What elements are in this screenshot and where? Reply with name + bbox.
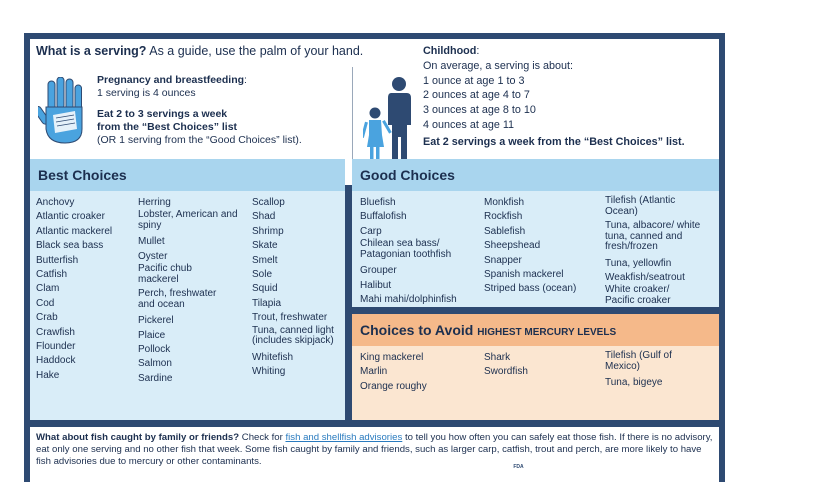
- list-item: Snapper: [484, 254, 522, 266]
- list-item: King mackerel: [360, 352, 424, 363]
- list-item: Tuna, albacore/ white tuna, canned and fresh/frozen: [605, 220, 701, 252]
- list-item: Chilean sea bass/ Patagonian toothfish: [360, 238, 452, 260]
- list-item: Rockfish: [484, 211, 523, 223]
- best-col-2: [138, 196, 243, 386]
- list-item: Sole: [252, 269, 273, 281]
- childhood-age-1: 1 ounce at age 1 to 3: [423, 74, 525, 87]
- list-item: Squid: [252, 283, 278, 295]
- list-item: Scallop: [252, 197, 285, 208]
- list-item: Herring: [138, 197, 171, 208]
- good-col-1: [360, 196, 482, 307]
- good-col-2: [484, 196, 576, 297]
- list-item: Crawfish: [36, 326, 75, 338]
- serving-question: [36, 44, 363, 58]
- fda-label-2: ADMINISTRATION: [527, 467, 570, 473]
- list-item: Swordfish: [484, 366, 528, 378]
- list-item: Tuna, bigeye: [605, 377, 663, 388]
- list-item: Haddock: [36, 355, 76, 367]
- epa-label: [637, 460, 687, 475]
- serving-question-rest: As a guide, use the palm of your hand.: [146, 44, 364, 58]
- list-item: Sardine: [138, 372, 173, 384]
- list-item: Pickerel: [138, 315, 174, 327]
- list-item: Shark: [484, 352, 511, 363]
- best-col-3: [252, 196, 344, 379]
- footer: [24, 454, 725, 482]
- childhood-title: Childhood: [423, 45, 477, 57]
- list-item: Hake: [36, 369, 60, 381]
- list-item: Mahi mahi/dolphinfish: [360, 294, 457, 306]
- list-item: Sablefish: [484, 225, 526, 237]
- list-item: Monkfish: [484, 197, 525, 208]
- list-item: Black sea bass: [36, 240, 104, 252]
- epa-url[interactable]: www.EPA.gov/fishadvice: [373, 468, 474, 478]
- epa-label-3: Agency: [637, 469, 653, 475]
- list-item: Oyster: [138, 250, 168, 262]
- fda-logo-icon: FDA: [513, 462, 524, 473]
- avoid-col-3: [605, 351, 705, 390]
- list-item: Pollock: [138, 344, 171, 356]
- childhood-age-3: 3 ounces at age 8 to 10: [423, 104, 536, 117]
- list-item: Striped bass (ocean): [484, 283, 577, 295]
- serving-question-bold: What is a serving?: [36, 44, 147, 58]
- childhood-eat: Eat 2 servings a week from the “Best Choices” list.: [423, 135, 685, 148]
- list-item: Weakfish/seatrout: [605, 271, 685, 283]
- advisories-link[interactable]: fish and shellfish advisories: [285, 432, 403, 443]
- best-choices-panel: [30, 159, 345, 420]
- fda-logo: [513, 461, 574, 473]
- epa-label-2: Environmental Protection: [637, 464, 688, 470]
- list-item: Whitefish: [252, 351, 294, 363]
- list-item: Crab: [36, 312, 58, 324]
- list-item: Perch, freshwater and ocean: [138, 288, 217, 310]
- list-item: Sheepshead: [484, 240, 541, 252]
- avoid-title: Choices to Avoid: [360, 322, 474, 338]
- list-item: White croaker/ Pacific croaker: [605, 284, 671, 306]
- list-item: Cod: [36, 297, 55, 309]
- avoid-col-1: [360, 351, 427, 394]
- list-item: Marlin: [360, 366, 388, 378]
- list-item: Trout, freshwater: [252, 312, 328, 324]
- choices-to-avoid-panel: [352, 314, 719, 420]
- epa-logo-icon: ✦: [592, 458, 605, 475]
- list-item: Shrimp: [252, 225, 284, 237]
- list-item: Orange roughy: [360, 380, 427, 392]
- good-col-3: [605, 196, 713, 310]
- best-choices-title: Best Choices: [30, 159, 345, 191]
- list-item: Shad: [252, 211, 276, 223]
- childhood-age-2: 2 ounces at age 4 to 7: [423, 89, 530, 102]
- pregnancy-colon: :: [244, 74, 247, 86]
- list-item: Whiting: [252, 366, 286, 378]
- list-item: Bluefish: [360, 197, 396, 208]
- list-item: Spanish mackerel: [484, 269, 564, 281]
- list-item: Atlantic mackerel: [36, 225, 113, 237]
- list-item: Grouper: [360, 265, 397, 277]
- list-item: Plaice: [138, 329, 166, 341]
- list-item: Atlantic croaker: [36, 211, 105, 223]
- list-item: Salmon: [138, 358, 172, 370]
- list-item: Tuna, yellowfin: [605, 257, 672, 269]
- pregnancy-block: [97, 74, 302, 147]
- list-item: Pacific chub mackerel: [138, 263, 192, 285]
- pregnancy-eat-line-1: Eat 2 to 3 servings a week: [97, 108, 228, 120]
- list-item: Tilapia: [252, 297, 282, 309]
- list-item: Tilefish (Gulf of Mexico): [605, 350, 672, 372]
- pregnancy-title: Pregnancy and breastfeeding: [97, 74, 245, 86]
- childhood-age-4: 4 ounces at age 11: [423, 118, 515, 131]
- avoid-header: [352, 314, 719, 346]
- list-item: Carp: [360, 225, 382, 237]
- list-item: Lobster, American and spiny: [138, 209, 238, 231]
- avoid-col-2: [484, 351, 528, 380]
- childhood-block: [423, 44, 685, 150]
- good-choices-title: Good Choices: [352, 159, 719, 191]
- family-question: What about fish caught by family or friends?: [36, 432, 240, 443]
- list-item: Butterfish: [36, 254, 79, 266]
- childhood-colon: :: [476, 45, 480, 57]
- avoid-subtitle: HIGHEST MERCURY LEVELS: [477, 327, 617, 338]
- fda-url[interactable]: www.FDA.gov/fishadvice: [373, 457, 474, 467]
- epa-logo: [592, 459, 688, 475]
- fda-label-1: U.S. FOOD & DRUG: [527, 461, 574, 467]
- list-item: Clam: [36, 283, 60, 295]
- list-item: Mullet: [138, 236, 165, 248]
- family-text-after: to tell you how often you can safely eat those fish. If there is no advisory, eat only one serving and no other fish that week. Some fish caught by family and friends, such as larger carp, catfish, trout and perch, are more likely to have fish advisories due to mercury or other contaminants.: [36, 432, 713, 468]
- family-text-before: Check for: [239, 432, 286, 443]
- pregnancy-amount: 1 serving is 4 ounces: [97, 87, 196, 99]
- childhood-intro: On average, a serving is about:: [423, 59, 574, 72]
- best-col-1: [36, 196, 112, 383]
- epa-label-1: United States: [637, 459, 665, 465]
- hand-icon: [38, 77, 90, 145]
- pregnancy-note: (OR 1 serving from the “Good Choices” list).: [97, 134, 302, 146]
- list-item: Smelt: [252, 254, 278, 266]
- list-item: Tuna, canned light (includes skipjack): [252, 324, 334, 347]
- list-item: Flounder: [36, 341, 76, 353]
- list-item: Catfish: [36, 269, 68, 281]
- list-item: Buffalofish: [360, 211, 407, 223]
- list-item: Halibut: [360, 279, 392, 291]
- fish-advice-card: [24, 33, 725, 482]
- pregnancy-eat-line-2: from the “Best Choices” list: [97, 121, 238, 133]
- epa-logo-text: EPA: [604, 458, 635, 475]
- good-choices-panel: [352, 159, 719, 307]
- list-item: Skate: [252, 240, 278, 252]
- footer-urls: [373, 457, 474, 479]
- list-item: Anchovy: [36, 197, 75, 208]
- list-item: Tilefish (Atlantic Ocean): [605, 195, 676, 217]
